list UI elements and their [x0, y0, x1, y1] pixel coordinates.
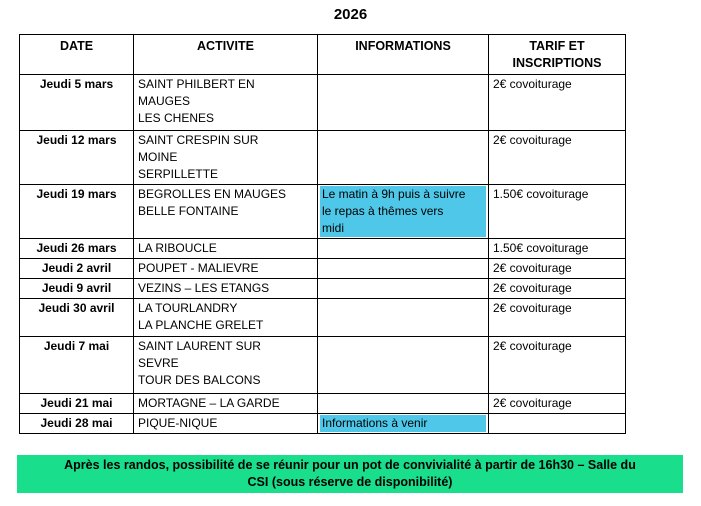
page-title: 2026 [333, 6, 368, 23]
date-cell: Jeudi 12 mars [20, 131, 134, 185]
activite-text: PIQUE-NIQUE [138, 416, 218, 430]
activite-cell [134, 185, 318, 239]
header-informations: INFORMATIONS [318, 35, 489, 75]
date-cell: Jeudi 2 avril [20, 259, 134, 279]
info-cell [318, 259, 489, 279]
tarif-cell: 2€ covoiturage [489, 131, 626, 185]
date-cell: Jeudi 9 avril [20, 279, 134, 299]
highlighted-info-text: Le matin à 9h puis à suivre le repas à thêmes vers midi [320, 186, 486, 237]
tarif-cell: 2€ covoiturage [489, 394, 626, 414]
date-cell: Jeudi 19 mars [20, 185, 134, 239]
date-cell: Jeudi 28 mai [20, 414, 134, 434]
highlighted-info-text: Informations à venir [320, 415, 486, 432]
activite-cell [134, 239, 318, 259]
activite-cell [134, 394, 318, 414]
table-row [20, 394, 626, 414]
tarif-cell [489, 414, 626, 434]
activite-cell [134, 299, 318, 337]
date-cell: Jeudi 30 avril [20, 299, 134, 337]
activite-text: SAINT CRESPIN SUR MOINE SERPILLETTE [138, 133, 259, 181]
info-cell [318, 185, 489, 239]
info-cell [318, 299, 489, 337]
table-row [20, 299, 626, 337]
table-row [20, 279, 626, 299]
info-cell [318, 394, 489, 414]
tarif-cell: 2€ covoiturage [489, 279, 626, 299]
info-cell [318, 414, 489, 434]
schedule-table [19, 34, 626, 434]
tarif-cell: 2€ covoiturage [489, 337, 626, 394]
table-row [20, 337, 626, 394]
table-row [20, 185, 626, 239]
activite-text: LA RIBOUCLE [138, 241, 217, 255]
activite-text: MORTAGNE – LA GARDE [138, 396, 280, 410]
table-row [20, 131, 626, 185]
date-cell: Jeudi 21 mai [20, 394, 134, 414]
table-row [20, 259, 626, 279]
table-header-row [20, 35, 626, 75]
info-cell [318, 279, 489, 299]
activite-text: SAINT PHILBERT EN MAUGES LES CHENES [138, 77, 255, 125]
activite-text: BEGROLLES EN MAUGES BELLE FONTAINE [138, 187, 287, 218]
info-cell [318, 239, 489, 259]
date-cell: Jeudi 7 mai [20, 337, 134, 394]
activite-cell [134, 131, 318, 185]
footer-banner: Après les randos, possibilité de se réunir pour un pot de convivialité à partir de 16h30 – Salle du CSI (sous réserve de disponibilité) [17, 455, 683, 493]
tarif-cell: 1.50€ covoiturage [489, 239, 626, 259]
table-row [20, 414, 626, 434]
activite-cell [134, 75, 318, 131]
activite-text: POUPET - MALIEVRE [138, 261, 259, 275]
table-row [20, 75, 626, 131]
header-date: DATE [20, 35, 134, 75]
activite-cell [134, 259, 318, 279]
tarif-cell: 2€ covoiturage [489, 259, 626, 279]
activite-cell [134, 279, 318, 299]
info-cell [318, 337, 489, 394]
date-cell: Jeudi 5 mars [20, 75, 134, 131]
activite-text: SAINT LAURENT SUR SEVRE TOUR DES BALCONS [138, 339, 261, 387]
activite-cell [134, 337, 318, 394]
header-tarif: TARIF ET INSCRIPTIONS [489, 35, 626, 75]
info-cell [318, 131, 489, 185]
info-cell [318, 75, 489, 131]
tarif-cell: 2€ covoiturage [489, 299, 626, 337]
tarif-cell: 2€ covoiturage [489, 75, 626, 131]
tarif-cell: 1.50€ covoiturage [489, 185, 626, 239]
activite-cell [134, 414, 318, 434]
activite-text: LA TOURLANDRY LA PLANCHE GRELET [138, 301, 264, 332]
table-row [20, 239, 626, 259]
date-cell: Jeudi 26 mars [20, 239, 134, 259]
activite-text: VEZINS – LES ETANGS [138, 281, 270, 295]
header-activite: ACTIVITE [134, 35, 318, 75]
